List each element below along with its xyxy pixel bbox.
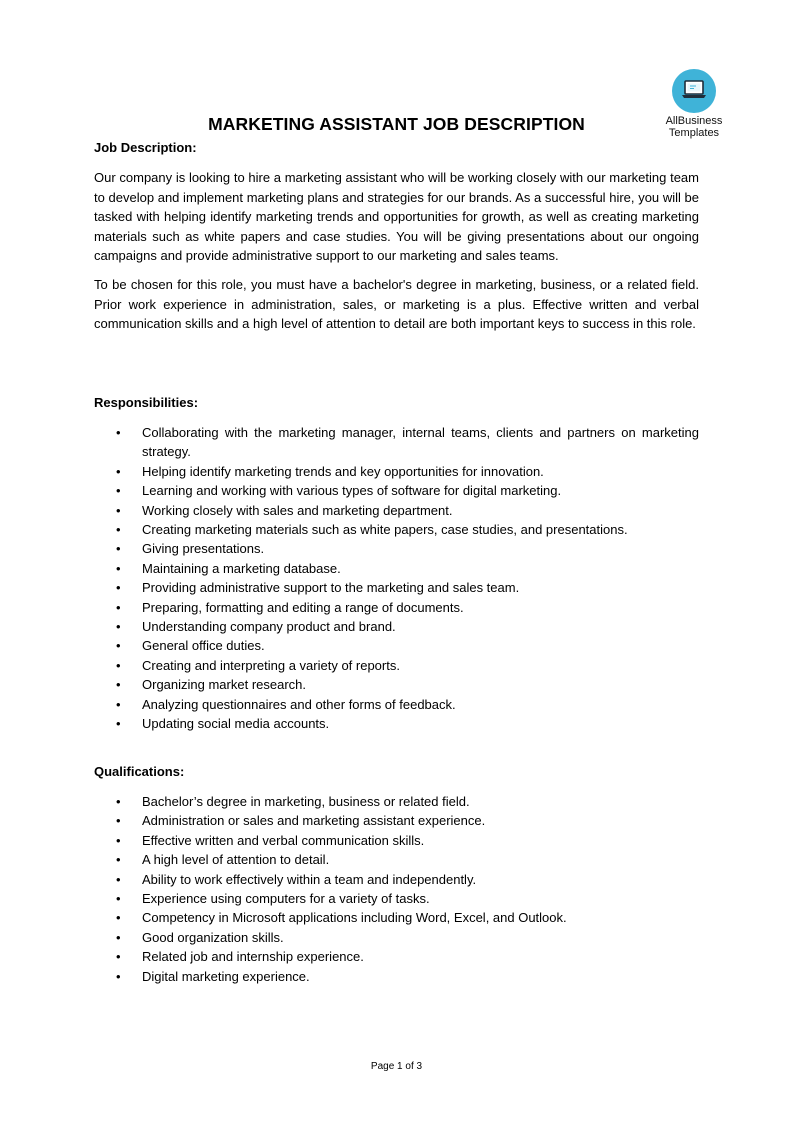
- job-description-paragraph-1: Our company is looking to hire a marketing assistant who will be working closely with our marketing team to develop and implement marketing plans and strategies for our brands. As a successful hire, you will be tasked with helping identify marketing trends and opportunities for growth, as well as creating marketing materials such as white papers and case studies. You will be giving presentations about our ongoing campaigns and provide administrative support to our marketing and sales teams.: [94, 170, 699, 263]
- list-item-text: Preparing, formatting and editing a range of documents.: [142, 599, 464, 615]
- list-item-text: Analyzing questionnaires and other forms of feedback.: [142, 696, 456, 712]
- list-item-text: Creating marketing materials such as white papers, case studies, and presentations.: [142, 522, 628, 538]
- bullet-icon: •: [116, 929, 121, 945]
- bullet-icon: •: [116, 910, 121, 926]
- list-item-text: Helping identify marketing trends and key opportunities for innovation.: [142, 463, 544, 479]
- qualifications-list: [94, 792, 699, 986]
- bullet-icon: •: [116, 425, 121, 440]
- bullet-icon: •: [116, 560, 121, 576]
- list-item-text: Collaborating with the marketing manager, internal teams, clients and partners on marketing strategy.: [142, 425, 699, 460]
- list-item-text: Effective written and verbal communication skills.: [142, 832, 425, 848]
- job-description-heading: Job Description:: [94, 140, 197, 155]
- list-item-text: Good organization skills.: [142, 929, 284, 945]
- qualifications-heading: Qualifications:: [94, 764, 185, 779]
- list-item: [94, 831, 699, 850]
- responsibilities-list: [94, 423, 699, 734]
- list-item-text: Giving presentations.: [142, 541, 265, 557]
- list-item-text: Administration or sales and marketing assistant experience.: [142, 813, 486, 829]
- bullet-icon: •: [116, 463, 121, 479]
- bullet-icon: •: [116, 716, 121, 732]
- bullet-icon: •: [116, 891, 121, 907]
- list-item-text: Updating social media accounts.: [142, 716, 330, 732]
- list-item: [94, 481, 699, 500]
- list-item-text: A high level of attention to detail.: [142, 852, 330, 868]
- logo-line-1: AllBusiness: [665, 115, 723, 127]
- list-item-text: General office duties.: [142, 638, 265, 654]
- list-item-text: Providing administrative support to the marketing and sales team.: [142, 580, 520, 596]
- list-item-text: Learning and working with various types of software for digital marketing.: [142, 483, 562, 499]
- list-item: [94, 559, 699, 578]
- list-item-text: Digital marketing experience.: [142, 968, 310, 984]
- list-item-text: Understanding company product and brand.: [142, 619, 396, 635]
- list-item: [94, 539, 699, 558]
- bullet-icon: •: [116, 483, 121, 499]
- list-item: [94, 967, 699, 986]
- bullet-icon: •: [116, 502, 121, 518]
- logo-line-2: Templates: [668, 127, 720, 139]
- list-item-text: Ability to work effectively within a team and independently.: [142, 871, 477, 887]
- bullet-icon: •: [116, 619, 121, 635]
- page-title: MARKETING ASSISTANT JOB DESCRIPTION: [208, 114, 585, 134]
- bullet-icon: •: [116, 638, 121, 654]
- list-item-text: Working closely with sales and marketing department.: [142, 502, 453, 518]
- list-item: [94, 617, 699, 636]
- list-item: [94, 598, 699, 617]
- laptop-icon: [681, 80, 707, 100]
- list-item: [94, 675, 699, 694]
- list-item: [94, 850, 699, 869]
- job-description-paragraph-2: To be chosen for this role, you must have a bachelor's degree in marketing, business, or a related field. Prior work experience in administration, sales, or marketing is a plus. Effective written and verbal communication skills and a high level of attention to detail are both important keys to success in this role.: [94, 277, 699, 331]
- list-item: [94, 908, 699, 927]
- bullet-icon: •: [116, 677, 121, 693]
- list-item: [94, 656, 699, 675]
- bullet-icon: •: [116, 852, 121, 868]
- bullet-icon: •: [116, 522, 121, 538]
- bullet-icon: •: [116, 580, 121, 596]
- list-item-text: Experience using computers for a variety of tasks.: [142, 891, 430, 907]
- list-item: [94, 889, 699, 908]
- list-item-text: Competency in Microsoft applications including Word, Excel, and Outlook.: [142, 910, 567, 926]
- list-item: [94, 520, 699, 539]
- list-item: [94, 501, 699, 520]
- list-item-text: Creating and interpreting a variety of reports.: [142, 657, 400, 673]
- bullet-icon: •: [116, 696, 121, 712]
- list-item: [94, 636, 699, 655]
- list-item: [94, 423, 699, 462]
- list-item: [94, 870, 699, 889]
- list-item-text: Organizing market research.: [142, 677, 307, 693]
- bullet-icon: •: [116, 794, 121, 809]
- bullet-icon: •: [116, 871, 121, 887]
- list-item: [94, 714, 699, 733]
- list-item-text: Maintaining a marketing database.: [142, 560, 341, 576]
- bullet-icon: •: [116, 968, 121, 984]
- bullet-icon: •: [116, 541, 121, 557]
- list-item: [94, 695, 699, 714]
- list-item: [94, 462, 699, 481]
- list-item: [94, 928, 699, 947]
- bullet-icon: •: [116, 949, 121, 965]
- list-item: [94, 578, 699, 597]
- list-item-text: Related job and internship experience.: [142, 949, 364, 965]
- bullet-icon: •: [116, 657, 121, 673]
- list-item: [94, 947, 699, 966]
- page-footer: Page 1 of 3: [370, 1061, 423, 1072]
- bullet-icon: •: [116, 599, 121, 615]
- list-item-text: Bachelor’s degree in marketing, business or related field.: [142, 794, 470, 809]
- responsibilities-heading: Responsibilities:: [94, 395, 199, 410]
- bullet-icon: •: [116, 832, 121, 848]
- logo-badge: [672, 69, 716, 113]
- list-item: [94, 811, 699, 830]
- bullet-icon: •: [116, 813, 121, 829]
- list-item: [94, 792, 699, 811]
